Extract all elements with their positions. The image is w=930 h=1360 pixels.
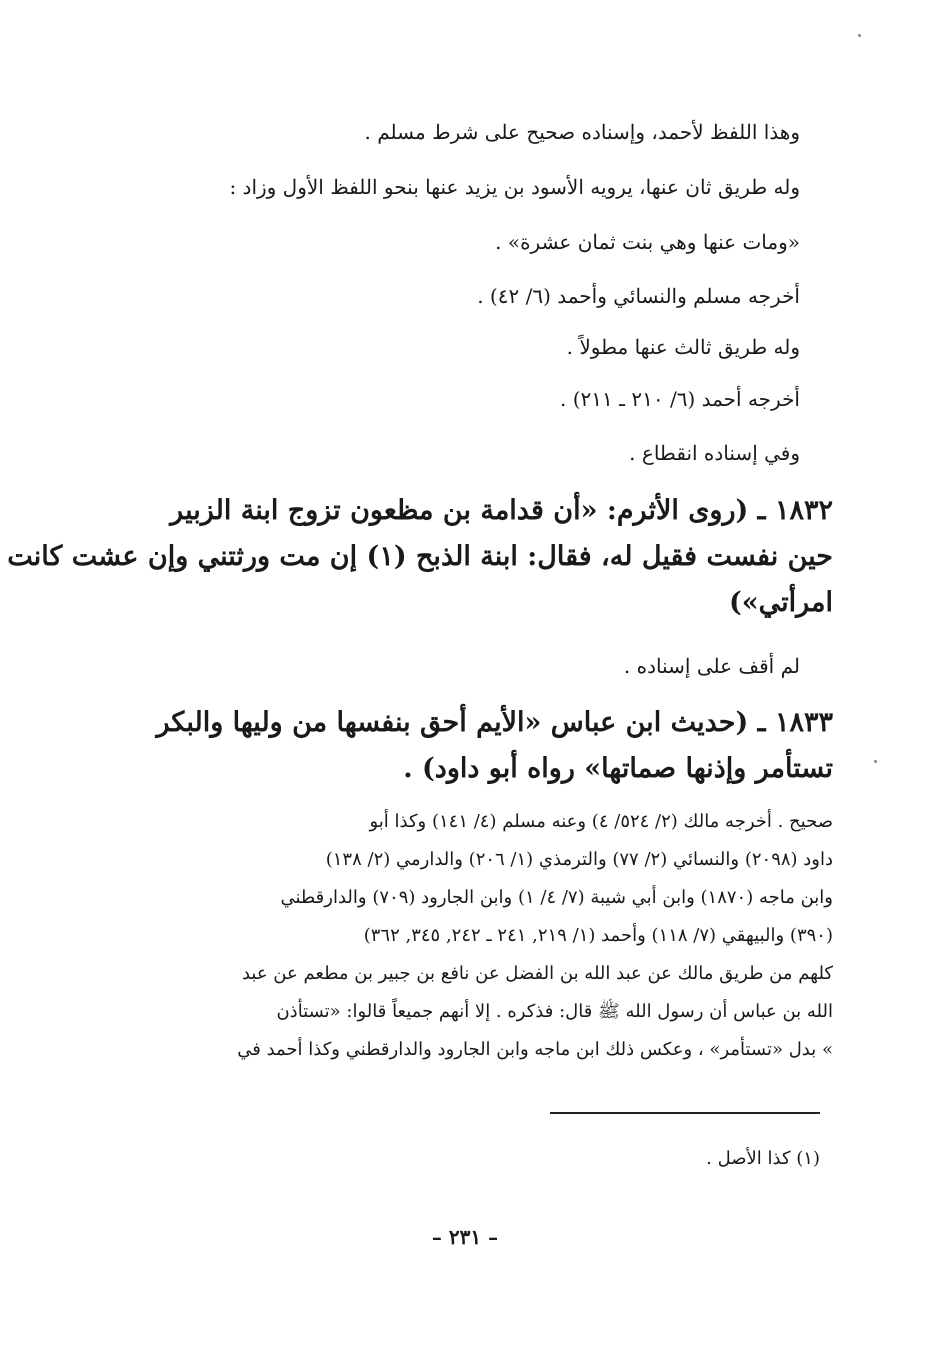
scan-speck — [858, 34, 861, 37]
hadith-1832-note: لم أقف على إسناده . — [623, 654, 800, 678]
page-number: – ٢٣١ – — [431, 1225, 499, 1249]
takhrij-line-6: الله بن عباس أن رسول الله ﷺ قال: فذكره . إلا أنهم جميعاً قالوا: «تستأذن — [276, 1001, 833, 1022]
scan-speck — [874, 760, 877, 763]
hadith-1832-line-1: ١٨٣٢ ـ (روى الأثرم: «أن قدامة بن مظعون تزوج ابنة الزبير — [170, 495, 833, 526]
takhrij-line-1: صحيح . أخرجه مالك (٢/ ٥٢٤/ ٤) وعنه مسلم (٤/ ١٤١) وكذا أبو — [369, 811, 833, 832]
text-line-1: وهذا اللفظ لأحمد، وإسناده صحيح على شرط مسلم . — [364, 120, 800, 144]
text-line-3: «ومات عنها وهي بنت ثمان عشرة» . — [495, 230, 800, 254]
takhrij-line-4: (٣٩٠) والبيهقي (٧/ ١١٨) وأحمد (١/ ٢١٩, ٢٤١ ـ ٢٤٢, ٣٤٥, ٣٦٢) — [363, 925, 833, 946]
takhrij-line-2: داود (٢٠٩٨) والنسائي (٢/ ٧٧) والترمذي (١/ ٢٠٦) والدارمي (٢/ ١٣٨) — [325, 849, 833, 870]
hadith-1833-line-2: تستأمر وإذنها صماتها» رواه أبو داود) . — [403, 753, 833, 784]
hadith-1833-line-1: ١٨٣٣ ـ (حديث ابن عباس «الأيم أحق بنفسها من وليها والبكر — [156, 707, 833, 738]
footnote: (١) كذا الأصل . — [706, 1148, 820, 1169]
text-line-7: وفي إسناده انقطاع . — [629, 441, 800, 465]
text-line-2: وله طريق ثان عنها، يرويه الأسود بن يزيد عنها بنحو اللفظ الأول وزاد : — [229, 175, 800, 199]
footnote-separator — [550, 1112, 820, 1114]
takhrij-line-3: وابن ماجه (١٨٧٠) وابن أبي شيبة (٧/ ٤/ ١) وابن الجارود (٧٠٩) والدارقطني — [280, 887, 833, 908]
takhrij-line-7: » بدل «تستأمر» ، وعكس ذلك ابن ماجه وابن الجارود والدارقطني وكذا أحمد في — [237, 1039, 833, 1060]
text-line-6: أخرجه أحمد (٦/ ٢١٠ ـ ٢١١) . — [560, 387, 800, 411]
text-line-5: وله طريق ثالث عنها مطولاً . — [566, 335, 800, 359]
takhrij-line-5: كلهم من طريق مالك عن عبد الله بن الفضل عن نافع بن جبير بن مطعم عن عبد — [241, 963, 833, 984]
hadith-1832-line-3: امرأتي») — [728, 587, 833, 618]
hadith-1832-line-2: حين نفست فقيل له، فقال: ابنة الذبح (١) إن مت ورثتني وإن عشت كانت — [7, 541, 833, 572]
text-line-4: أخرجه مسلم والنسائي وأحمد (٦/ ٤٢) . — [477, 284, 800, 308]
